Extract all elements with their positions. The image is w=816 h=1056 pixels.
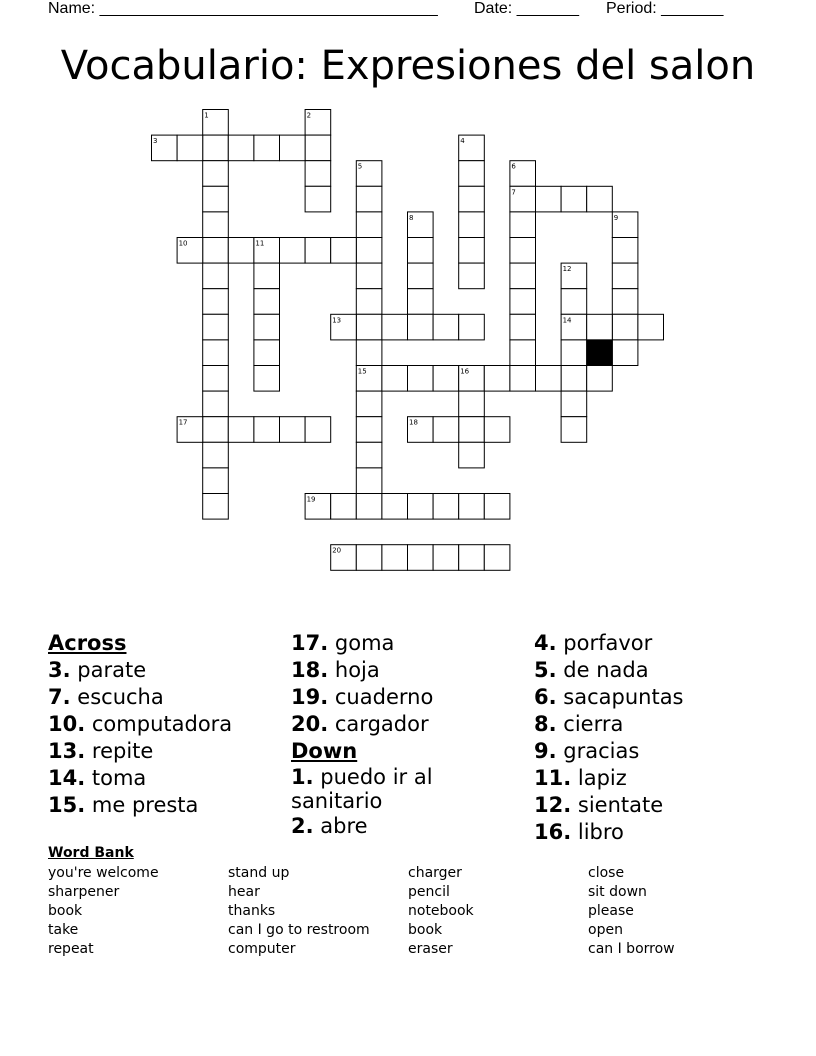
grid-cell[interactable] — [536, 186, 562, 212]
grid-cell[interactable] — [612, 340, 638, 366]
word-bank-column — [228, 864, 370, 959]
word-bank-item: can I go to restroom — [228, 922, 370, 938]
grid-cell[interactable] — [510, 238, 536, 264]
grid-cell[interactable] — [331, 494, 357, 520]
grid-cell[interactable] — [356, 468, 382, 494]
cell-number: 1 — [204, 111, 209, 120]
clue-across: 13. repite — [48, 739, 154, 763]
clue-down: 9. gracias — [534, 739, 640, 763]
grid-cell[interactable] — [203, 212, 229, 238]
grid-cell[interactable] — [510, 289, 536, 315]
clue-across: 20. cargador — [291, 712, 429, 736]
page-title: Vocabulario: Expresiones del salon — [60, 43, 756, 89]
grid-cell[interactable] — [382, 314, 408, 340]
grid-cell[interactable] — [459, 417, 485, 443]
date-field-label: Date: _______ — [474, 0, 579, 17]
word-bank-item: eraser — [408, 941, 453, 957]
cell-number: 4 — [460, 137, 465, 146]
grid-cell[interactable] — [536, 366, 562, 392]
grid-cell[interactable] — [356, 212, 382, 238]
grid-cell[interactable] — [254, 263, 280, 289]
grid-cell[interactable] — [612, 289, 638, 315]
grid-cell[interactable] — [587, 314, 613, 340]
grid-cell[interactable] — [177, 135, 203, 161]
grid-cell[interactable] — [356, 289, 382, 315]
word-bank-item: charger — [408, 865, 462, 881]
cell-number: 8 — [409, 213, 414, 222]
word-bank-item: book — [408, 922, 443, 938]
grid-cell[interactable] — [203, 442, 229, 468]
grid-cell[interactable] — [280, 135, 306, 161]
grid-cell[interactable] — [459, 391, 485, 417]
cell-number: 2 — [306, 111, 312, 120]
clue-across: 19. cuaderno — [291, 685, 434, 709]
cell-number: 14 — [562, 316, 572, 325]
grid-cell[interactable] — [203, 391, 229, 417]
grid-cell[interactable] — [459, 238, 485, 264]
word-bank-item: open — [588, 922, 623, 938]
grid-cell[interactable] — [203, 340, 229, 366]
grid-cell[interactable] — [612, 238, 638, 264]
word-bank-item: sit down — [588, 884, 647, 900]
grid-cell[interactable] — [638, 314, 664, 340]
grid-cell[interactable] — [356, 417, 382, 443]
grid-cell[interactable] — [459, 212, 485, 238]
grid-cell[interactable] — [280, 417, 306, 443]
grid-cell[interactable] — [203, 417, 229, 443]
down-clues-col3 — [534, 630, 684, 846]
grid-cell[interactable] — [228, 135, 254, 161]
grid-cell[interactable] — [356, 545, 382, 571]
word-bank-item: stand up — [228, 865, 290, 881]
grid-cell[interactable] — [587, 366, 613, 392]
word-bank-heading: Word Bank — [48, 845, 134, 861]
grid-cell[interactable] — [228, 238, 254, 264]
grid-cell[interactable] — [408, 494, 434, 520]
word-bank-item: take — [48, 922, 79, 938]
grid-cell[interactable] — [459, 442, 485, 468]
cell-number: 10 — [178, 239, 188, 248]
cell-number: 6 — [511, 162, 516, 171]
grid-cell[interactable] — [203, 186, 229, 212]
clues-col2 — [291, 630, 491, 840]
grid-cell[interactable] — [433, 417, 459, 443]
word-bank-item: close — [588, 865, 625, 881]
word-bank-item: pencil — [408, 884, 450, 900]
grid-cell[interactable] — [484, 366, 510, 392]
grid-cell[interactable] — [356, 391, 382, 417]
period-field-label: Period: _______ — [606, 0, 724, 17]
clue-across: 3. parate — [48, 658, 147, 682]
grid-cell[interactable] — [305, 135, 331, 161]
grid-cell[interactable] — [203, 161, 229, 187]
clue-across: 7. escucha — [48, 685, 164, 709]
cell-number: 20 — [332, 546, 342, 555]
word-bank-item: you're welcome — [48, 865, 159, 881]
clue-across: 17. goma — [291, 631, 395, 655]
grid-cell[interactable] — [356, 314, 382, 340]
cell-number: 13 — [332, 316, 342, 325]
grid-cell[interactable] — [203, 263, 229, 289]
cell-number: 12 — [562, 265, 572, 274]
grid-cell[interactable] — [280, 238, 306, 264]
word-bank-item: please — [588, 903, 634, 919]
grid-cell[interactable] — [459, 545, 485, 571]
grid-cell[interactable] — [510, 366, 536, 392]
grid-cell[interactable] — [510, 263, 536, 289]
grid-cell[interactable] — [459, 186, 485, 212]
cell-number: 11 — [255, 239, 265, 248]
word-bank-item: sharpener — [48, 884, 120, 900]
word-bank-column — [48, 864, 159, 959]
name-field-label: Name: ______________________________________ — [48, 0, 438, 17]
grid-cell[interactable] — [305, 417, 331, 443]
cell-number: 5 — [357, 162, 363, 171]
grid-cell[interactable] — [356, 238, 382, 264]
grid-cell[interactable] — [484, 494, 510, 520]
clue-across: 14. toma — [48, 766, 147, 790]
grid-cell[interactable] — [203, 135, 229, 161]
word-bank-item: can I borrow — [588, 941, 675, 957]
clue-down: 11. lapiz — [534, 766, 627, 790]
grid-cell[interactable] — [459, 314, 485, 340]
clue-down: 8. cierra — [534, 712, 624, 736]
blocked-cell — [587, 340, 613, 366]
clue-down: 2. abre — [291, 814, 368, 838]
grid-cell[interactable] — [254, 340, 280, 366]
grid-cell[interactable] — [459, 494, 485, 520]
grid-cell[interactable] — [433, 494, 459, 520]
word-bank-item: book — [48, 903, 83, 919]
grid-cell[interactable] — [510, 314, 536, 340]
grid-cell[interactable] — [305, 161, 331, 187]
word-bank-item: thanks — [228, 903, 276, 919]
word-bank-item: hear — [228, 884, 260, 900]
grid-cell[interactable] — [433, 366, 459, 392]
grid-cell[interactable] — [433, 314, 459, 340]
grid-cell[interactable] — [459, 263, 485, 289]
grid-cell[interactable] — [254, 314, 280, 340]
grid-cell[interactable] — [561, 366, 587, 392]
grid-cell[interactable] — [561, 289, 587, 315]
word-bank-column — [588, 864, 675, 959]
grid-cell[interactable] — [305, 238, 331, 264]
grid-cell[interactable] — [612, 314, 638, 340]
grid-cell[interactable] — [203, 468, 229, 494]
grid-cell[interactable] — [561, 391, 587, 417]
grid-cell[interactable] — [356, 494, 382, 520]
clue-across: 15. me presta — [48, 793, 199, 817]
grid-cell[interactable] — [408, 314, 434, 340]
grid-cell[interactable] — [484, 417, 510, 443]
cell-number: 16 — [460, 367, 470, 376]
grid-cell[interactable] — [510, 340, 536, 366]
clue-down: 16. libro — [534, 820, 624, 844]
grid-cell[interactable] — [587, 186, 613, 212]
grid-cell[interactable] — [408, 366, 434, 392]
grid-cell[interactable] — [356, 263, 382, 289]
cell-number: 19 — [306, 495, 316, 504]
grid-cell[interactable] — [356, 186, 382, 212]
word-bank-item: computer — [228, 941, 296, 957]
grid-cell[interactable] — [561, 417, 587, 443]
clue-across: 10. computadora — [48, 712, 233, 736]
grid-cell[interactable] — [331, 238, 357, 264]
down-heading: Down — [291, 739, 358, 763]
clue-down: 6. sacapuntas — [534, 685, 684, 709]
grid-cell[interactable] — [382, 494, 408, 520]
grid-cell[interactable] — [228, 417, 254, 443]
grid-cell[interactable] — [254, 289, 280, 315]
grid-cell[interactable] — [254, 366, 280, 392]
cell-number: 7 — [511, 188, 516, 197]
cell-number: 17 — [178, 418, 188, 427]
clue-down: 12. sientate — [534, 793, 664, 817]
word-bank-column — [408, 864, 474, 959]
grid-cell[interactable] — [356, 442, 382, 468]
clue-across: 18. hoja — [291, 658, 380, 682]
grid-cell[interactable] — [203, 494, 229, 520]
word-bank-item: repeat — [48, 941, 94, 957]
grid-cell[interactable] — [382, 366, 408, 392]
grid-cell[interactable] — [561, 186, 587, 212]
grid-cell[interactable] — [484, 545, 510, 571]
across-heading: Across — [48, 631, 127, 655]
clue-down: 4. porfavor — [534, 631, 653, 655]
word-bank-item: notebook — [408, 903, 474, 919]
grid-cell[interactable] — [203, 238, 229, 264]
grid-cell[interactable] — [561, 340, 587, 366]
grid-cell[interactable] — [408, 263, 434, 289]
grid-cell[interactable] — [203, 289, 229, 315]
cell-number: 18 — [409, 418, 418, 427]
grid-cell[interactable] — [510, 212, 536, 238]
grid-cell[interactable] — [254, 417, 280, 443]
grid-cell[interactable] — [305, 186, 331, 212]
grid-cell[interactable] — [408, 238, 434, 264]
across-clues-col1 — [48, 630, 232, 819]
grid-cell[interactable] — [433, 545, 459, 571]
clue-down: 5. de nada — [534, 658, 649, 682]
grid-cell[interactable] — [382, 545, 408, 571]
clue-down: 1. puedo ir al sanitario — [291, 765, 433, 813]
grid-cell[interactable] — [408, 545, 434, 571]
grid-cell[interactable] — [356, 340, 382, 366]
cell-number: 15 — [357, 367, 367, 376]
grid-cell[interactable] — [203, 366, 229, 392]
grid-cell[interactable] — [254, 135, 280, 161]
cell-number: 9 — [613, 213, 619, 222]
grid-cell[interactable] — [203, 314, 229, 340]
grid-cell[interactable] — [408, 289, 434, 315]
grid-cell[interactable] — [459, 161, 485, 187]
cell-number: 3 — [153, 137, 158, 146]
grid-cell[interactable] — [612, 263, 638, 289]
